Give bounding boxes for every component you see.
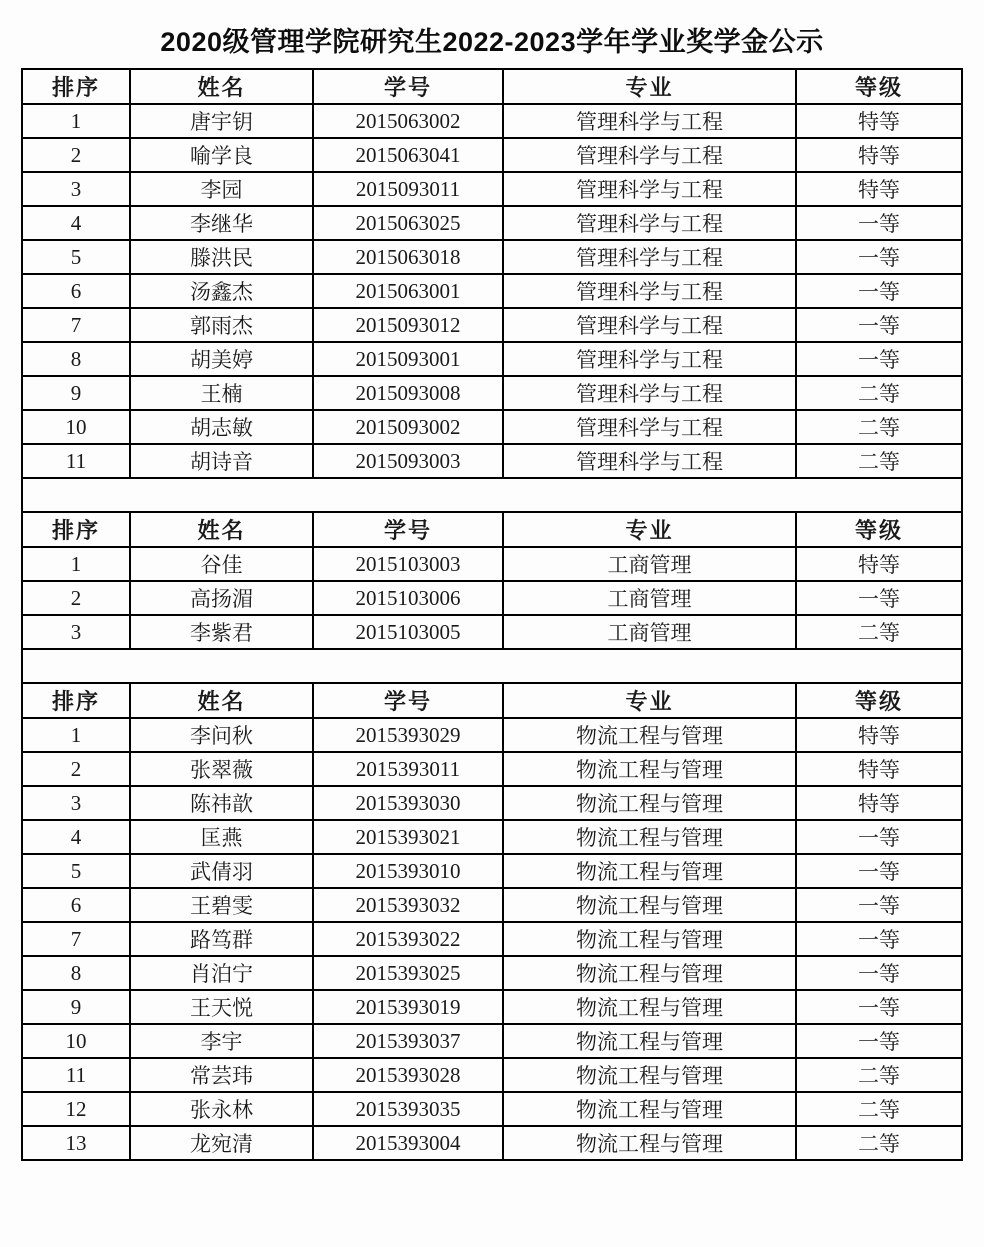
student-id-cell: 2015063041 — [313, 138, 503, 172]
major-cell: 管理科学与工程 — [503, 274, 796, 308]
rank-cell: 5 — [22, 240, 130, 274]
table-row — [22, 718, 962, 752]
section-separator — [22, 649, 962, 683]
table-row — [22, 308, 962, 342]
rank-cell: 13 — [22, 1126, 130, 1160]
major-cell: 工商管理 — [503, 547, 796, 581]
rank-cell: 3 — [22, 615, 130, 649]
table-row — [22, 922, 962, 956]
rank-cell: 5 — [22, 854, 130, 888]
column-header: 姓名 — [130, 69, 313, 104]
student-id-cell: 2015393037 — [313, 1024, 503, 1058]
grade-cell: 一等 — [796, 342, 962, 376]
table-row — [22, 206, 962, 240]
major-cell: 物流工程与管理 — [503, 922, 796, 956]
table-row — [22, 888, 962, 922]
grade-cell: 特等 — [796, 138, 962, 172]
major-cell: 工商管理 — [503, 581, 796, 615]
name-cell: 陈祎歆 — [130, 786, 313, 820]
name-cell: 李宇 — [130, 1024, 313, 1058]
column-header: 等级 — [796, 69, 962, 104]
table-row — [22, 138, 962, 172]
rank-cell: 4 — [22, 206, 130, 240]
major-cell: 管理科学与工程 — [503, 308, 796, 342]
rank-cell: 8 — [22, 956, 130, 990]
table-row — [22, 581, 962, 615]
student-id-cell: 2015063018 — [313, 240, 503, 274]
student-id-cell: 2015393010 — [313, 854, 503, 888]
grade-cell: 特等 — [796, 547, 962, 581]
rank-cell: 1 — [22, 718, 130, 752]
major-cell: 物流工程与管理 — [503, 854, 796, 888]
rank-cell: 7 — [22, 308, 130, 342]
name-cell: 李问秋 — [130, 718, 313, 752]
student-id-cell: 2015393032 — [313, 888, 503, 922]
rank-cell: 1 — [22, 104, 130, 138]
name-cell: 胡志敏 — [130, 410, 313, 444]
student-id-cell: 2015393011 — [313, 752, 503, 786]
column-header: 专业 — [503, 683, 796, 718]
table-header-row — [22, 512, 962, 547]
student-id-cell: 2015393035 — [313, 1092, 503, 1126]
major-cell: 物流工程与管理 — [503, 956, 796, 990]
name-cell: 武倩羽 — [130, 854, 313, 888]
table-row — [22, 615, 962, 649]
major-cell: 管理科学与工程 — [503, 172, 796, 206]
name-cell: 唐宇钥 — [130, 104, 313, 138]
student-id-cell: 2015393021 — [313, 820, 503, 854]
student-id-cell: 2015393019 — [313, 990, 503, 1024]
grade-cell: 一等 — [796, 206, 962, 240]
major-cell: 物流工程与管理 — [503, 820, 796, 854]
grade-cell: 二等 — [796, 615, 962, 649]
separator-cell — [22, 478, 962, 512]
student-id-cell: 2015103003 — [313, 547, 503, 581]
student-id-cell: 2015093003 — [313, 444, 503, 478]
name-cell: 高扬湄 — [130, 581, 313, 615]
grade-cell: 一等 — [796, 274, 962, 308]
column-header: 专业 — [503, 512, 796, 547]
name-cell: 路笃群 — [130, 922, 313, 956]
student-id-cell: 2015103006 — [313, 581, 503, 615]
student-id-cell: 2015093011 — [313, 172, 503, 206]
grade-cell: 一等 — [796, 820, 962, 854]
grade-cell: 一等 — [796, 990, 962, 1024]
page-title: 2020级管理学院研究生2022-2023学年学业奖学金公示 — [160, 27, 824, 57]
student-id-cell: 2015393004 — [313, 1126, 503, 1160]
rank-cell: 11 — [22, 1058, 130, 1092]
student-id-cell: 2015093001 — [313, 342, 503, 376]
rank-cell: 10 — [22, 1024, 130, 1058]
grade-cell: 特等 — [796, 104, 962, 138]
grade-cell: 二等 — [796, 1058, 962, 1092]
rank-cell: 9 — [22, 376, 130, 410]
student-id-cell: 2015093012 — [313, 308, 503, 342]
grade-cell: 一等 — [796, 888, 962, 922]
name-cell: 汤鑫杰 — [130, 274, 313, 308]
table-row — [22, 444, 962, 478]
name-cell: 郭雨杰 — [130, 308, 313, 342]
name-cell: 匡燕 — [130, 820, 313, 854]
student-id-cell: 2015393028 — [313, 1058, 503, 1092]
table-row — [22, 240, 962, 274]
name-cell: 胡诗音 — [130, 444, 313, 478]
student-id-cell: 2015393025 — [313, 956, 503, 990]
name-cell: 李继华 — [130, 206, 313, 240]
scholarship-table-body — [22, 69, 962, 1160]
rank-cell: 3 — [22, 172, 130, 206]
name-cell: 王天悦 — [130, 990, 313, 1024]
rank-cell: 1 — [22, 547, 130, 581]
rank-cell: 4 — [22, 820, 130, 854]
name-cell: 王碧雯 — [130, 888, 313, 922]
column-header: 学号 — [313, 512, 503, 547]
column-header: 姓名 — [130, 683, 313, 718]
major-cell: 物流工程与管理 — [503, 1024, 796, 1058]
rank-cell: 2 — [22, 138, 130, 172]
student-id-cell: 2015393030 — [313, 786, 503, 820]
name-cell: 谷佳 — [130, 547, 313, 581]
table-row — [22, 410, 962, 444]
table-row — [22, 342, 962, 376]
grade-cell: 一等 — [796, 854, 962, 888]
major-cell: 管理科学与工程 — [503, 444, 796, 478]
table-row — [22, 1024, 962, 1058]
rank-cell: 12 — [22, 1092, 130, 1126]
name-cell: 李紫君 — [130, 615, 313, 649]
name-cell: 常芸玮 — [130, 1058, 313, 1092]
rank-cell: 7 — [22, 922, 130, 956]
table-row — [22, 1058, 962, 1092]
major-cell: 物流工程与管理 — [503, 1058, 796, 1092]
rank-cell: 6 — [22, 274, 130, 308]
grade-cell: 一等 — [796, 581, 962, 615]
rank-cell: 3 — [22, 786, 130, 820]
student-id-cell: 2015393022 — [313, 922, 503, 956]
student-id-cell: 2015063025 — [313, 206, 503, 240]
table-row — [22, 1092, 962, 1126]
name-cell: 王楠 — [130, 376, 313, 410]
name-cell: 肖泊宁 — [130, 956, 313, 990]
major-cell: 管理科学与工程 — [503, 138, 796, 172]
major-cell: 物流工程与管理 — [503, 888, 796, 922]
table-row — [22, 786, 962, 820]
major-cell: 物流工程与管理 — [503, 752, 796, 786]
major-cell: 物流工程与管理 — [503, 786, 796, 820]
student-id-cell: 2015093002 — [313, 410, 503, 444]
column-header: 学号 — [313, 69, 503, 104]
name-cell: 胡美婷 — [130, 342, 313, 376]
table-header-row — [22, 683, 962, 718]
rank-cell: 2 — [22, 581, 130, 615]
grade-cell: 二等 — [796, 1092, 962, 1126]
column-header: 姓名 — [130, 512, 313, 547]
column-header: 排序 — [22, 512, 130, 547]
grade-cell: 特等 — [796, 786, 962, 820]
table-row — [22, 274, 962, 308]
grade-cell: 一等 — [796, 240, 962, 274]
table-row — [22, 820, 962, 854]
grade-cell: 一等 — [796, 922, 962, 956]
rank-cell: 8 — [22, 342, 130, 376]
table-row — [22, 990, 962, 1024]
student-id-cell: 2015063001 — [313, 274, 503, 308]
name-cell: 龙宛清 — [130, 1126, 313, 1160]
grade-cell: 一等 — [796, 308, 962, 342]
name-cell: 张永林 — [130, 1092, 313, 1126]
table-row — [22, 376, 962, 410]
table-row — [22, 547, 962, 581]
table-row — [22, 854, 962, 888]
name-cell: 李园 — [130, 172, 313, 206]
major-cell: 物流工程与管理 — [503, 1126, 796, 1160]
column-header: 专业 — [503, 69, 796, 104]
name-cell: 喻学良 — [130, 138, 313, 172]
major-cell: 管理科学与工程 — [503, 410, 796, 444]
major-cell: 管理科学与工程 — [503, 342, 796, 376]
table-row — [22, 172, 962, 206]
student-id-cell: 2015063002 — [313, 104, 503, 138]
name-cell: 滕洪民 — [130, 240, 313, 274]
column-header: 等级 — [796, 683, 962, 718]
major-cell: 管理科学与工程 — [503, 376, 796, 410]
separator-cell — [22, 649, 962, 683]
grade-cell: 特等 — [796, 752, 962, 786]
column-header: 排序 — [22, 69, 130, 104]
major-cell: 物流工程与管理 — [503, 1092, 796, 1126]
table-row — [22, 752, 962, 786]
column-header: 学号 — [313, 683, 503, 718]
rank-cell: 2 — [22, 752, 130, 786]
grade-cell: 特等 — [796, 172, 962, 206]
table-row — [22, 956, 962, 990]
column-header: 等级 — [796, 512, 962, 547]
grade-cell: 二等 — [796, 410, 962, 444]
major-cell: 工商管理 — [503, 615, 796, 649]
major-cell: 管理科学与工程 — [503, 240, 796, 274]
major-cell: 物流工程与管理 — [503, 990, 796, 1024]
table-row — [22, 1126, 962, 1160]
grade-cell: 二等 — [796, 376, 962, 410]
grade-cell: 二等 — [796, 1126, 962, 1160]
grade-cell: 二等 — [796, 444, 962, 478]
column-header: 排序 — [22, 683, 130, 718]
student-id-cell: 2015093008 — [313, 376, 503, 410]
grade-cell: 特等 — [796, 718, 962, 752]
section-separator — [22, 478, 962, 512]
grade-cell: 一等 — [796, 1024, 962, 1058]
major-cell: 物流工程与管理 — [503, 718, 796, 752]
rank-cell: 10 — [22, 410, 130, 444]
grade-cell: 一等 — [796, 956, 962, 990]
major-cell: 管理科学与工程 — [503, 104, 796, 138]
table-row — [22, 104, 962, 138]
student-id-cell: 2015103005 — [313, 615, 503, 649]
rank-cell: 6 — [22, 888, 130, 922]
major-cell: 管理科学与工程 — [503, 206, 796, 240]
rank-cell: 11 — [22, 444, 130, 478]
rank-cell: 9 — [22, 990, 130, 1024]
student-id-cell: 2015393029 — [313, 718, 503, 752]
table-header-row — [22, 69, 962, 104]
scholarship-table — [21, 68, 963, 1161]
name-cell: 张翠薇 — [130, 752, 313, 786]
